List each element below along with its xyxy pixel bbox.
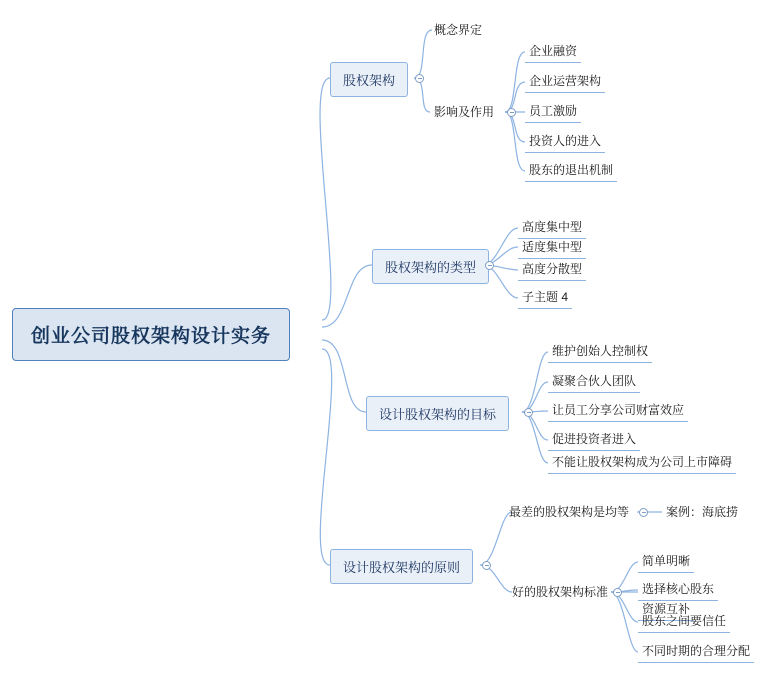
leaf-node[interactable]: 选择核心股东 [638, 578, 718, 601]
collapse-toggle-icon[interactable] [524, 408, 533, 417]
leaf-node[interactable]: 高度集中型 [518, 216, 586, 239]
leaf-node[interactable]: 适度集中型 [518, 236, 586, 259]
leaf-node[interactable]: 案例：海底捞 [666, 505, 739, 519]
leaf-node[interactable]: 投资人的进入 [525, 130, 605, 153]
leaf-node[interactable]: 维护创始人控制权 [548, 340, 652, 363]
leaf-node[interactable]: 股东之间要信任 [638, 610, 730, 633]
collapse-toggle-icon[interactable] [485, 261, 494, 270]
branch-node-design-principles[interactable]: 设计股权架构的原则 [330, 549, 473, 584]
leaf-node[interactable]: 好的股权架构标准 [512, 585, 609, 599]
leaf-node[interactable]: 子主题 4 [518, 286, 572, 309]
branch-node-design-goals[interactable]: 设计股权架构的目标 [366, 396, 509, 431]
leaf-node[interactable]: 最差的股权架构是均等 [509, 505, 630, 519]
leaf-node[interactable]: 股东的退出机制 [525, 159, 617, 182]
leaf-node[interactable]: 不能让股权架构成为公司上市障碍 [548, 451, 736, 474]
branch-node-equity-types[interactable]: 股权架构的类型 [372, 249, 489, 284]
collapse-toggle-icon[interactable] [415, 74, 424, 83]
leaf-node[interactable]: 概念界定 [434, 23, 483, 37]
leaf-node[interactable]: 企业运营架构 [525, 70, 605, 93]
collapse-toggle-icon[interactable] [507, 108, 516, 117]
leaf-node[interactable]: 影响及作用 [434, 105, 495, 119]
leaf-node[interactable]: 资源互补 [638, 598, 694, 621]
collapse-toggle-icon[interactable] [482, 561, 491, 570]
root-node[interactable]: 创业公司股权架构设计实务 [12, 308, 290, 361]
branch-node-equity-structure[interactable]: 股权架构 [330, 62, 408, 97]
leaf-node[interactable]: 让员工分享公司财富效应 [548, 399, 688, 422]
leaf-node[interactable]: 促进投资者进入 [548, 428, 640, 451]
leaf-node[interactable]: 企业融资 [525, 40, 581, 63]
leaf-node[interactable]: 员工激励 [525, 100, 581, 123]
leaf-node[interactable]: 凝聚合伙人团队 [548, 370, 640, 393]
leaf-node[interactable]: 高度分散型 [518, 258, 586, 281]
collapse-toggle-icon[interactable] [639, 508, 648, 517]
collapse-toggle-icon[interactable] [613, 588, 622, 597]
leaf-node[interactable]: 简单明晰 [638, 550, 694, 573]
leaf-node[interactable]: 不同时期的合理分配 [638, 640, 754, 663]
